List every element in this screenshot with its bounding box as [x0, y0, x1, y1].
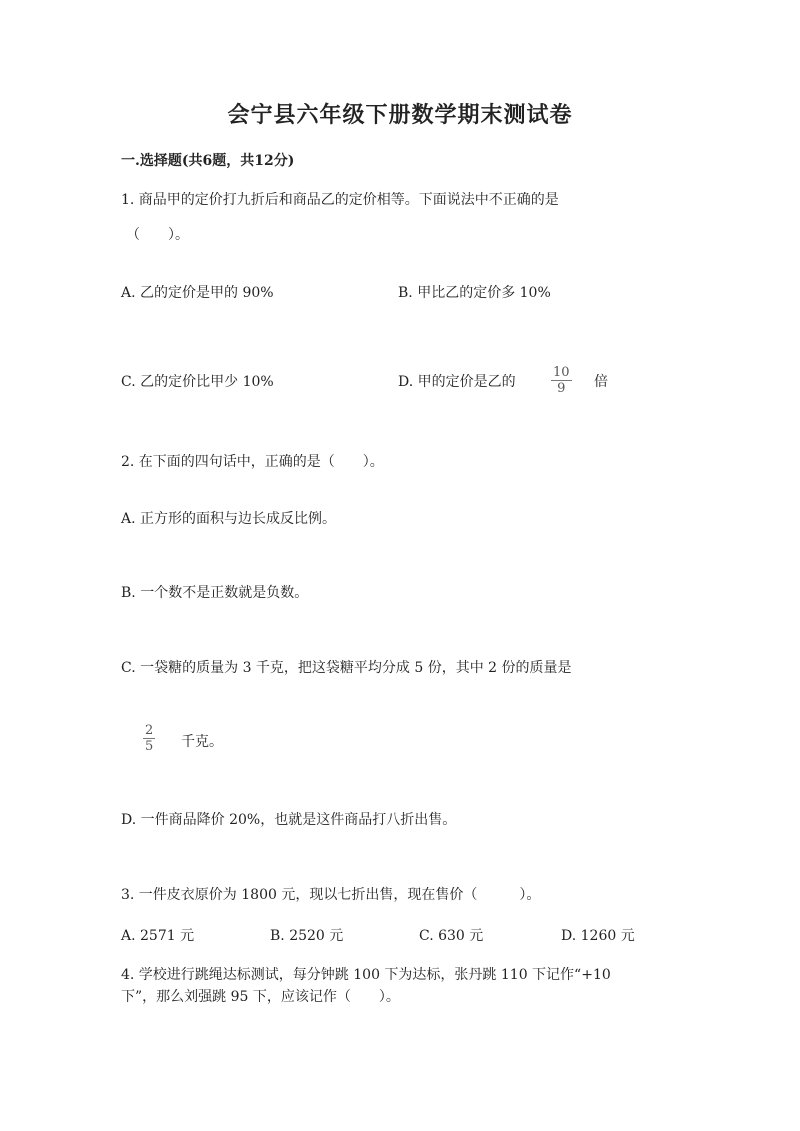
q3-option-d: D. 1260 元	[561, 928, 635, 944]
q2-option-c-line1: C. 一袋糖的质量为 3 千克，把这袋糖平均分成 5 份，其中 2 份的质量是	[121, 660, 572, 676]
q3-option-a: A. 2571 元	[121, 928, 195, 944]
q1-option-d-fraction	[551, 365, 572, 396]
page-title: 会宁县六年级下册数学期末测试卷	[227, 102, 573, 128]
q1-option-d-suffix: 倍	[594, 374, 608, 390]
q1-option-a: A. 乙的定价是甲的 90%	[121, 285, 274, 301]
fraction-numerator: 10	[553, 365, 570, 380]
q3-option-b: B. 2520 元	[270, 928, 344, 944]
q2-option-c-fraction	[143, 723, 155, 754]
q2-stem: 2. 在下面的四句话中，正确的是（ ）。	[121, 454, 384, 470]
q1-option-c: C. 乙的定价比甲少 10%	[121, 374, 274, 390]
q1-option-d-prefix: D. 甲的定价是乙的	[398, 374, 516, 390]
q1-stem-line2: （ ）。	[126, 227, 189, 243]
q2-option-a: A. 正方形的面积与边长成反比例。	[121, 511, 337, 527]
q2-option-d: D. 一件商品降价 20%，也就是这件商品打八折出售。	[121, 812, 457, 828]
q4-stem-line1: 4. 学校进行跳绳达标测试，每分钟跳 100 下为达标，张丹跳 110 下记作“+10	[121, 967, 611, 983]
section-heading: 一.选择题(共6题，共12分)	[121, 153, 295, 169]
q2-option-b: B. 一个数不是正数就是负数。	[121, 585, 309, 601]
q2-option-c-suffix: 千克。	[181, 734, 223, 750]
q3-option-c: C. 630 元	[419, 928, 484, 944]
q3-stem: 3. 一件皮衣原价为 1800 元，现以七折出售，现在售价（ ）。	[121, 887, 541, 903]
fraction-denominator: 9	[557, 381, 566, 396]
fraction-denominator: 5	[145, 739, 154, 754]
fraction-numerator: 2	[145, 723, 154, 738]
q1-option-b: B. 甲比乙的定价多 10%	[398, 285, 551, 301]
q4-stem-line2: 下”，那么刘强跳 95 下，应该记作（ ）。	[121, 989, 400, 1005]
q1-stem-line1: 1. 商品甲的定价打九折后和商品乙的定价相等。下面说法中不正确的是	[121, 192, 559, 208]
